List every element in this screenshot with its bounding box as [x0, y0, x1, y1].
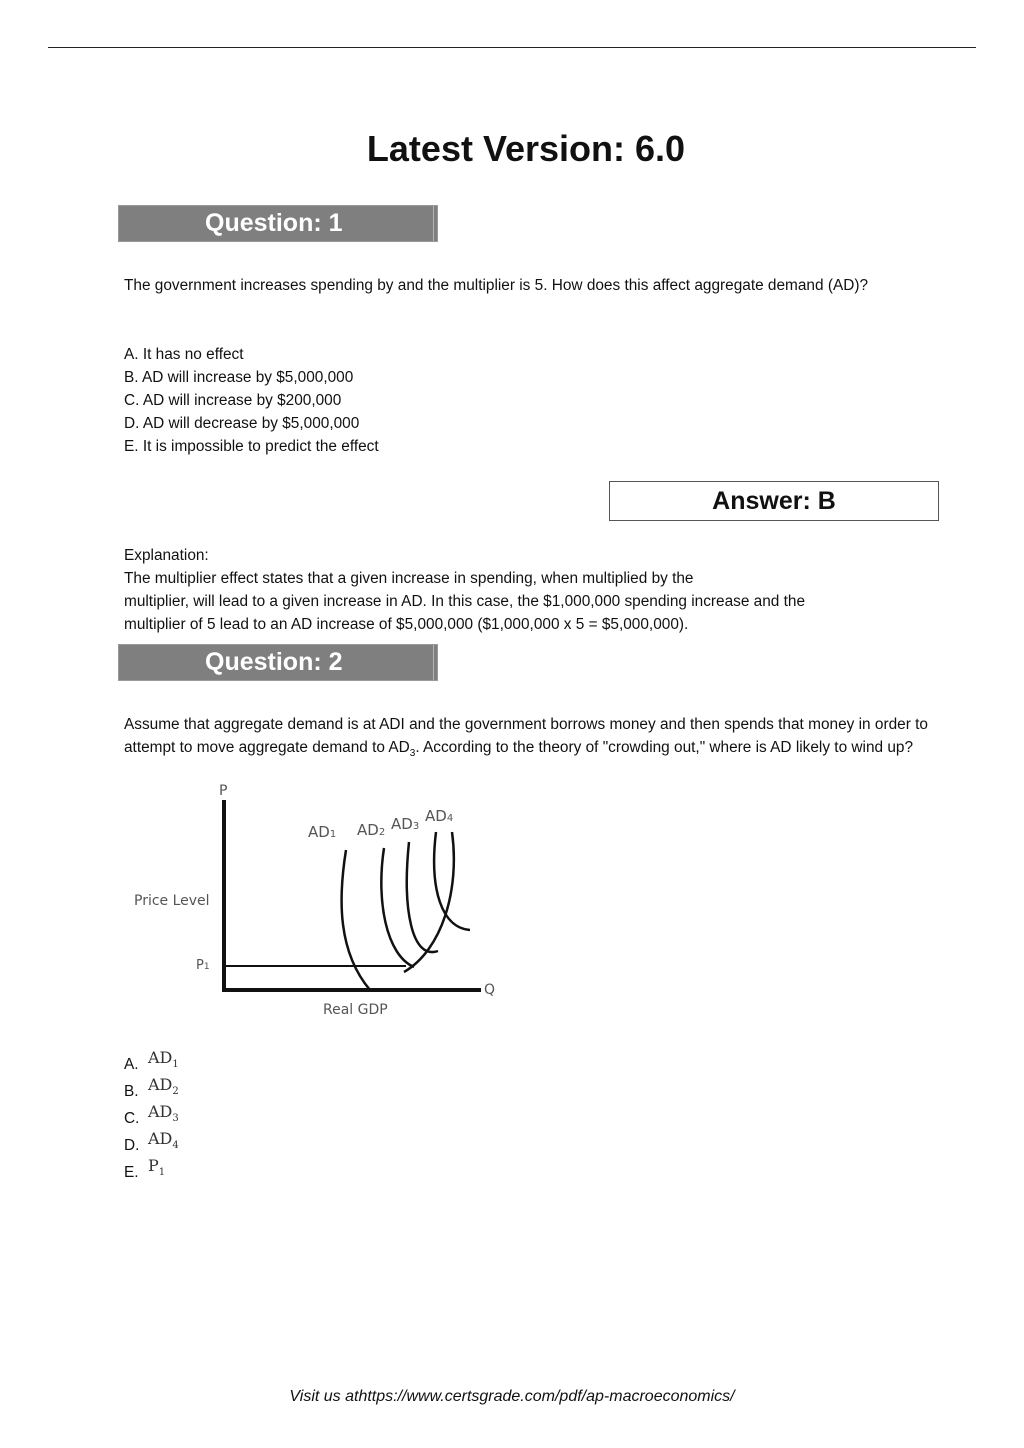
explanation-line: The multiplier effect states that a given increase in spending, when multiplied by the — [124, 570, 694, 587]
ad1-curve — [342, 850, 370, 990]
q2-option-label — [148, 1048, 179, 1070]
ad1-label-main: AD — [308, 823, 330, 841]
q2-option-label — [148, 1102, 179, 1124]
p1-label-sub: 1 — [203, 962, 210, 972]
q2-option-label-sub: 2 — [172, 1086, 179, 1098]
ad1-label-sub: 1 — [329, 829, 337, 840]
q2-option-letter: E. — [124, 1164, 139, 1181]
ad3-label-sub: 3 — [412, 821, 420, 832]
explanation-line: multiplier, will lead to a given increase in AD. In this case, the $1,000,000 spending increase and the — [124, 593, 806, 610]
ad4-label-sub: 4 — [446, 813, 454, 824]
q2-option-letter: A. — [124, 1056, 139, 1073]
price-level-label: Price Level — [134, 893, 210, 909]
option-d: D. AD will decrease by $5,000,000 — [124, 415, 360, 432]
footer-link-text: Visit us athttps://www.certsgrade.com/pdf/ap-macroeconomics/ — [289, 1388, 735, 1405]
ad4-label-main: AD — [425, 807, 447, 825]
option-b: B. AD will increase by $5,000,000 — [124, 369, 354, 386]
ad1-label — [308, 823, 336, 841]
question-2-banner: Question: 2 — [118, 644, 438, 681]
question-2-text-main: Assume that aggregate demand is at ADI and the government borrows money and then spends that money in order to attempt to move aggregate demand to AD — [124, 716, 928, 756]
question-2-text-sub: 3 — [409, 748, 416, 760]
q2-option-label-sub: 1 — [172, 1059, 179, 1071]
answer-box: Answer: B — [609, 481, 939, 521]
ad2-label-sub: 2 — [378, 827, 386, 838]
q2-option-label — [148, 1156, 165, 1178]
real-gdp-label: Real GDP — [323, 1002, 388, 1018]
q2-option-label-sub: 3 — [172, 1113, 179, 1125]
p-axis-label: P — [219, 783, 228, 799]
question-2-text — [124, 713, 928, 765]
q2-option-letter: B. — [124, 1083, 139, 1100]
question-1-text: The government increases spending by and the multiplier is 5. How does this affect aggregate demand (AD)? — [124, 277, 869, 294]
q2-option-letter: D. — [124, 1137, 140, 1154]
ad3-label-main: AD — [391, 815, 413, 833]
explanation-line: multiplier of 5 lead to an AD increase of $5,000,000 ($1,000,000 x 5 = $5,000,000). — [124, 616, 689, 633]
q2-option-label-main: AD — [148, 1102, 173, 1121]
q2-option-label-sub: 1 — [158, 1167, 166, 1179]
option-c: C. AD will increase by $200,000 — [124, 392, 342, 409]
question-1-banner: Question: 1 — [118, 205, 438, 242]
ad4-label — [425, 807, 453, 825]
aggregate-demand-graph — [124, 780, 514, 1030]
q2-option-label-sub: 4 — [172, 1140, 179, 1152]
q2-option-letter: C. — [124, 1110, 140, 1127]
p1-label-main: P — [196, 958, 204, 973]
p1-label — [196, 958, 210, 973]
q2-option-label-main: AD — [148, 1075, 173, 1094]
option-e: E. It is impossible to predict the effect — [124, 438, 379, 455]
q2-option-label — [148, 1129, 179, 1151]
q2-option-label-main: P — [148, 1156, 159, 1175]
explanation — [124, 544, 944, 636]
supply-curve — [404, 832, 454, 972]
option-a: A. It has no effect — [124, 346, 244, 363]
q2-option-label-main: AD — [148, 1129, 173, 1148]
ad2-label-main: AD — [357, 821, 379, 839]
question-1-options — [124, 343, 379, 458]
page-title: Latest Version: 6.0 — [366, 128, 686, 169]
q-axis-label: Q — [484, 982, 496, 998]
explanation-label: Explanation: — [124, 547, 209, 564]
header-rule — [48, 47, 976, 48]
ad2-label — [357, 821, 385, 839]
ad3-label — [391, 815, 419, 833]
question-2-text-end: . According to the theory of "crowding out," where is AD likely to wind up? — [415, 739, 914, 756]
q2-option-label — [148, 1075, 179, 1097]
q2-option-label-main: AD — [148, 1048, 173, 1067]
